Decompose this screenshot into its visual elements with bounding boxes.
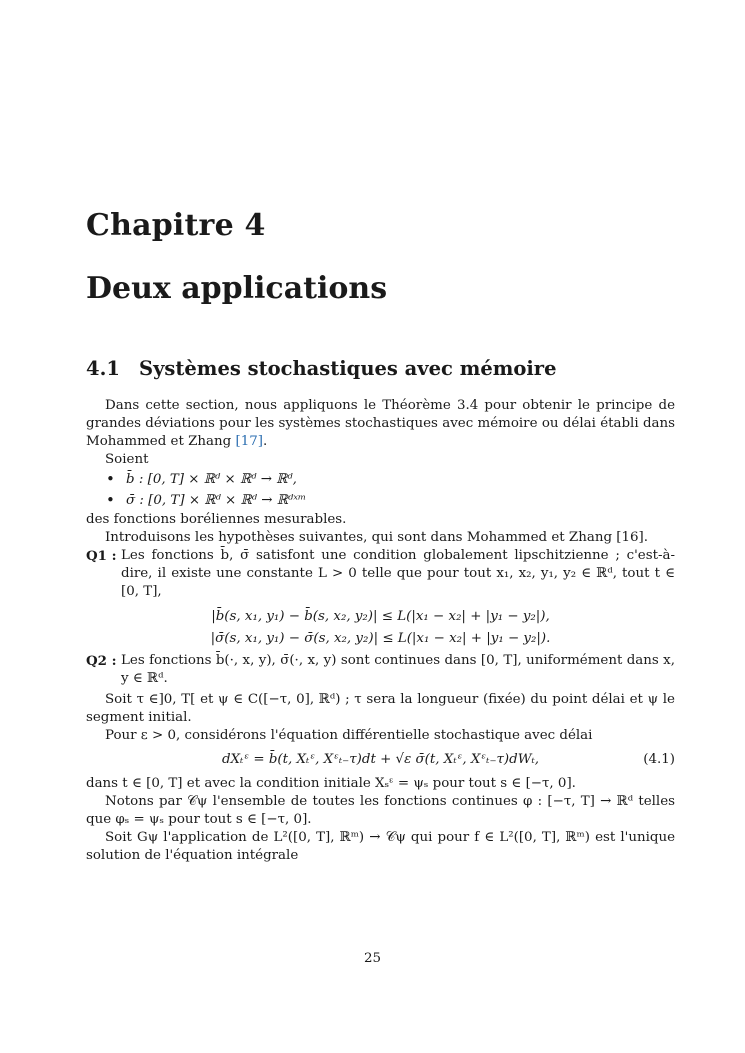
section-number: 4.1	[86, 357, 120, 380]
q1-label: Q1 :	[86, 548, 117, 564]
citation-link[interactable]: [17]	[235, 434, 263, 449]
paragraph-dans-t: dans t ∈ [0, T] et avec la condition initiale Xₛᵋ = ψₛ pour tout s ∈ [−τ, 0].	[86, 776, 576, 791]
intro-paragraph: Dans cette section, nous appliquons le Théorème 3.4 pour obtenir le principe de grandes déviations pour les systèmes stochastiques avec mémoire ou délai établi dans Mohammed et Zhang [17].	[86, 398, 675, 449]
hypothesis-q2	[86, 652, 675, 688]
bullet-text: b̄ : [0, T] × ℝᵈ × ℝᵈ → ℝᵈ,	[126, 472, 297, 487]
after-bullets: des fonctions boréliennes mesurables.	[86, 512, 347, 527]
q1-text: Les fonctions b̄, σ̄ satisfont une condition globalement lipschitzienne ; c'est-à-dire, il existe une constante L > 0 telle que pour tout x₁, x₂, y₁, y₂ ∈ ℝᵈ, tout t ∈ [0, T],	[121, 548, 675, 599]
hypotheses-intro: Introduisons les hypothèses suivantes, qui sont dans Mohammed et Zhang [16].	[105, 530, 649, 545]
q1-equation-2: |σ̄(s, x₁, y₁) − σ̄(s, x₂, y₂)| ≤ L(|x₁ − x₂| + |y₁ − y₂|).	[210, 631, 551, 646]
section-title: Systèmes stochastiques avec mémoire	[139, 357, 557, 380]
chapter-label: Chapitre 4	[86, 208, 266, 243]
bullet-text: σ̄ : [0, T] × ℝᵈ × ℝᵈ → ℝᵈˣᵐ	[126, 493, 307, 508]
chapter-title: Deux applications	[86, 271, 388, 306]
hypothesis-q1	[86, 547, 675, 601]
paragraph-soit-g: Soit Gψ l'application de L²([0, T], ℝᵐ) → 𝒞ψ qui pour f ∈ L²([0, T], ℝᵐ) est l'unique solution de l'équation intégrale	[86, 830, 675, 863]
paragraph-soit-tau: Soit τ ∈]0, T[ et ψ ∈ C([−τ, 0], ℝᵈ) ; τ sera la longueur (fixée) du point délai et ψ le segment initial.	[86, 692, 675, 725]
equation-4-1	[86, 751, 675, 769]
bullet-icon: •	[106, 491, 115, 509]
body-text	[86, 397, 675, 865]
q1-equation-1: |b̄(s, x₁, y₁) − b̄(s, x₂, y₂)| ≤ L(|x₁ − x₂| + |y₁ − y₂|),	[211, 609, 550, 624]
bullet-icon: •	[106, 470, 115, 488]
equation-number: (4.1)	[643, 752, 675, 767]
paragraph-notons: Notons par 𝒞ψ l'ensemble de toutes les fonctions continues φ : [−τ, T] → ℝᵈ telles que φₛ = ψₛ pour tout s ∈ [−τ, 0].	[86, 794, 675, 827]
soient-line: Soient	[105, 452, 149, 467]
bullet-item	[86, 469, 675, 490]
equation-4-1-body: dXₜᵋ = b̄(t, Xₜᵋ, Xᵋₜ₋τ)dt + √ε σ̄(t, Xₜᵋ, Xᵋₜ₋τ)dWₜ,	[221, 752, 540, 767]
q2-label: Q2 :	[86, 653, 117, 669]
paragraph-pour-eps: Pour ε > 0, considérons l'équation différentielle stochastique avec délai	[105, 728, 593, 743]
page-number: 25	[363, 951, 382, 966]
section-heading	[86, 357, 556, 380]
q2-text: Les fonctions b̄(·, x, y), σ̄(·, x, y) sont continues dans [0, T], uniformément dans x, y ∈ ℝᵈ.	[121, 653, 675, 686]
bullet-item	[86, 490, 675, 511]
